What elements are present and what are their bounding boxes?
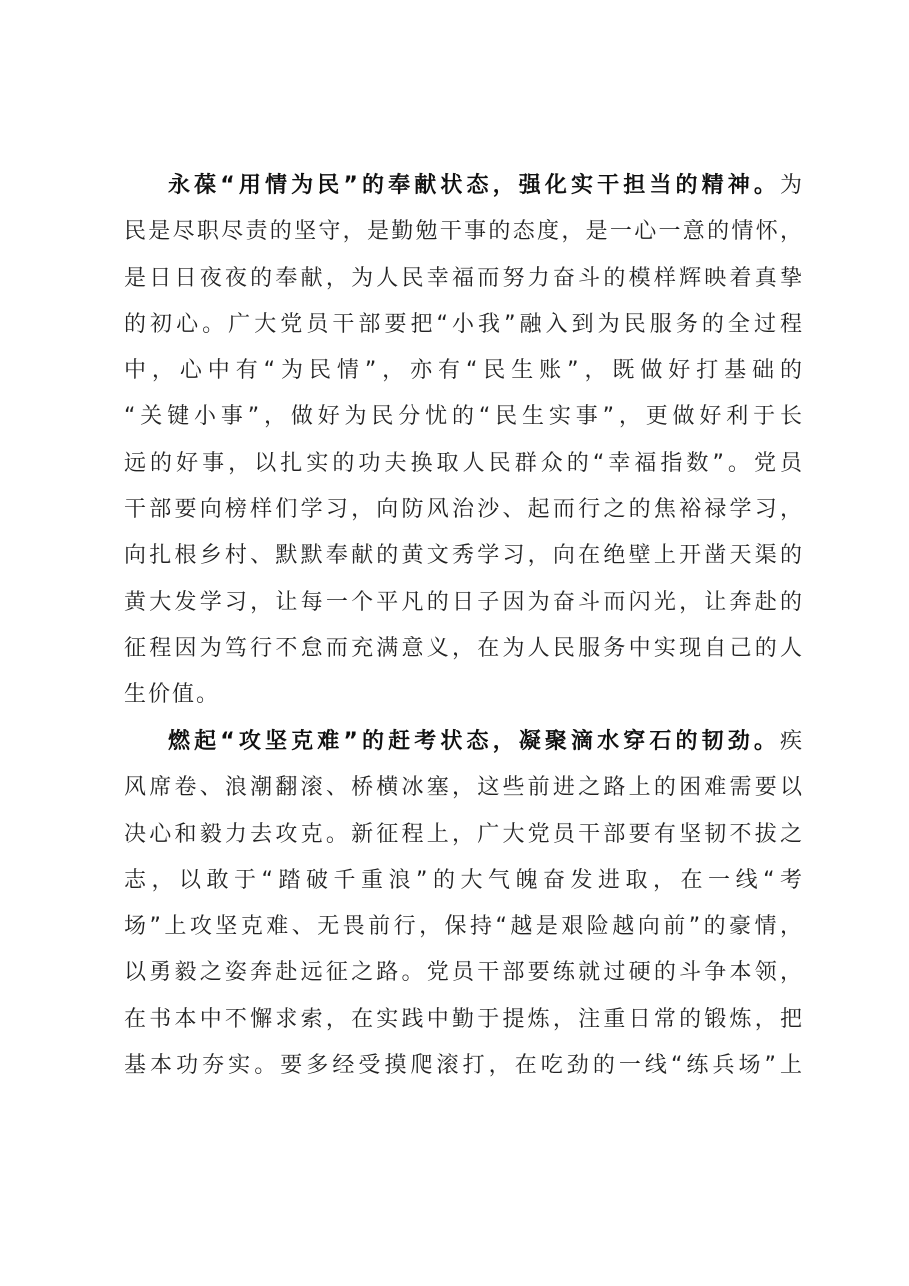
paragraph-1-line: 干部要向榜样们学习，向防风治沙、起而行之的焦裕禄学习，: [124, 497, 804, 523]
paragraph-1-line: 民是尽职尽责的坚守，是勤勉干事的态度，是一心一意的情怀，: [124, 219, 804, 245]
paragraph-1: [124, 163, 804, 719]
paragraph-1-heading: 永葆“用情为民”的奉献状态，强化实干担当的精神。: [168, 173, 780, 198]
paragraph-1-line: 生价值。: [124, 682, 221, 708]
paragraph-2-heading: 燃起“攻坚克难”的赶考状态，凝聚滴水穿石的韧劲。: [168, 729, 780, 754]
paragraph-2-line: 在书本中不懈求索，在实践中勤于提炼，注重日常的锻炼，把: [124, 1006, 804, 1032]
paragraph-1-first-line-tail: 为: [779, 173, 804, 198]
paragraph-1-line: 是日日夜夜的奉献，为人民幸福而努力奋斗的模样辉映着真挚: [124, 265, 804, 291]
paragraph-2-line: 场”上攻坚克难、无畏前行，保持“越是艰险越向前”的豪情，: [124, 914, 804, 940]
paragraph-2-first-line-tail: 疾: [779, 729, 804, 754]
paragraph-2-line: 风席卷、浪潮翻滚、桥横冰塞，这些前进之路上的困难需要以: [124, 775, 804, 801]
paragraph-2-first-line: [124, 719, 804, 765]
paragraph-2-line: 基本功夯实。要多经受摸爬滚打，在吃劲的一线“练兵场”上: [124, 1053, 804, 1079]
paragraph-2-line: 以勇毅之姿奔赴远征之路。党员干部要练就过硬的斗争本领，: [124, 960, 804, 986]
paragraph-1-line: 征程因为笃行不怠而充满意义，在为人民服务中实现自己的人: [124, 635, 804, 661]
paragraph-2-line: 决心和毅力去攻克。新征程上，广大党员干部要有坚韧不拔之: [124, 821, 804, 847]
paragraph-1-line: “关键小事”，做好为民分忧的“民生实事”，更做好利于长: [124, 404, 804, 430]
paragraph-1-line: 黄大发学习，让每一个平凡的日子因为奋斗而闪光，让奔赴的: [124, 589, 804, 615]
paragraph-1-line: 向扎根乡村、默默奉献的黄文秀学习，向在绝壁上开凿天渠的: [124, 543, 804, 569]
paragraph-2: [124, 719, 804, 1089]
paragraph-1-line: 远的好事，以扎实的功夫换取人民群众的“幸福指数”。党员: [124, 450, 804, 476]
paragraph-2-line: 志，以敢于“踏破千重浪”的大气魄奋发进取，在一线“考: [124, 867, 804, 893]
paragraph-1-line: 的初心。广大党员干部要把“小我”融入到为民服务的全过程: [124, 311, 804, 337]
paragraph-1-first-line: [124, 163, 804, 209]
paragraph-1-line: 中，心中有“为民情”，亦有“民生账”，既做好打基础的: [124, 358, 804, 384]
